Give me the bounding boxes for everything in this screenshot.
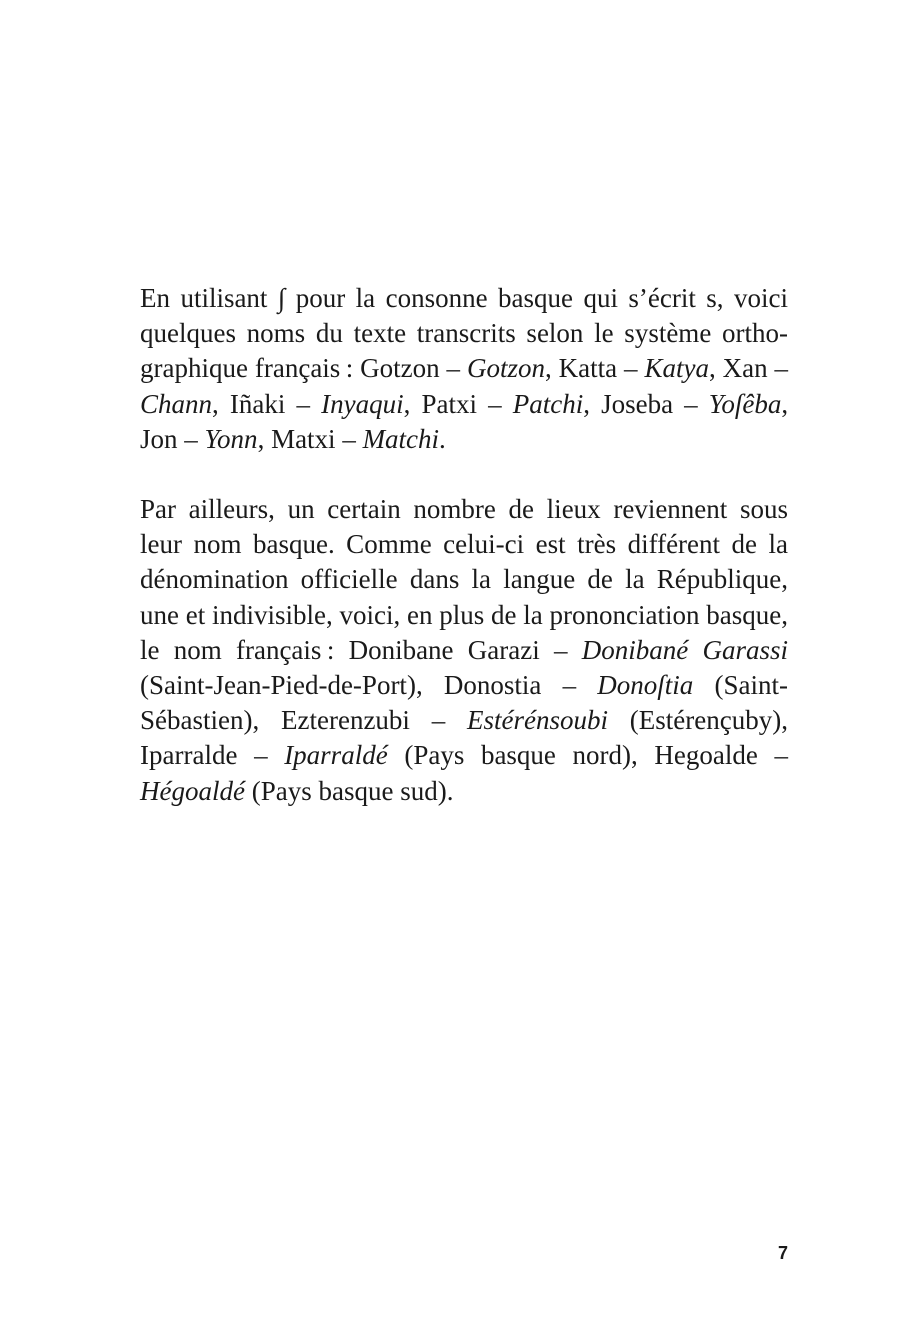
body-text bbox=[140, 281, 788, 809]
separator: , bbox=[708, 353, 723, 384]
place-french: Saint-Sébastien bbox=[140, 670, 789, 736]
separator: , bbox=[631, 740, 655, 771]
page-number: 7 bbox=[777, 1243, 788, 1263]
paragraph-intro: En utilisant ∫ pour la consonne basque qui s’écrit s, voici quelques noms du texte transcrits selon le système orthographique français : bbox=[140, 283, 788, 384]
place-pronunciation: Hégoaldé bbox=[140, 775, 245, 806]
separator: , bbox=[212, 388, 230, 419]
place-basque: Iparralde bbox=[140, 740, 238, 771]
place-french: Saint-Jean-Pied-de-Port bbox=[149, 670, 407, 701]
name-basque: Joseba bbox=[601, 388, 674, 419]
paragraph-places: Par ailleurs, un certain nombre de lieux reviennent sous leur nom basque. Comme celui-ci est très différent de la dénomination officielle dans la langue de la République, une et indivisible, voici, en plus de la prononciation basque, le nom français : Donibane Garazi – Donibané Garassi (Saint-Jean-Pied-de-Port), Donostia – Donoſtia (Saint-Sébastien), Ezterenzubi – Estérénsoubi (Estérençuby), Iparralde – Iparraldé (Pays basque nord), Hegoalde – Hégoaldé (Pays basque sud). bbox=[140, 494, 789, 806]
separator: , bbox=[781, 705, 788, 736]
name-french: Katya bbox=[644, 353, 709, 384]
separator: , bbox=[781, 388, 789, 419]
place-basque: Ezterenzubi bbox=[281, 705, 410, 736]
paragraph-intro: Par ailleurs, un certain nombre de lieux reviennent sous leur nom basque. Comme celui-ci est très différent de la dénomination officielle dans la langue de la République, une et indivisible, voici, en plus de la prononciation basque, le nom français : bbox=[140, 494, 788, 665]
name-french: Chann bbox=[140, 388, 213, 419]
name-french: Yoſêba bbox=[708, 388, 782, 419]
separator: . bbox=[446, 775, 454, 806]
place-pronunciation: Iparraldé bbox=[284, 740, 388, 771]
place-french: Estérençuby bbox=[638, 705, 773, 736]
place-french: Pays basque sud bbox=[260, 775, 438, 806]
name-basque: Jon bbox=[140, 423, 178, 454]
name-french: Yonn bbox=[204, 423, 258, 454]
place-french: Pays basque nord bbox=[413, 740, 623, 771]
place-pronunciation: Donibané Garassi bbox=[581, 634, 788, 665]
separator: , bbox=[252, 705, 282, 736]
name-french: Gotzon bbox=[466, 353, 545, 384]
name-basque: Patxi bbox=[421, 388, 477, 419]
separator: , bbox=[403, 388, 422, 419]
separator: , bbox=[415, 670, 444, 701]
name-basque: Iñaki bbox=[229, 388, 286, 419]
place-basque: Donostia bbox=[443, 670, 542, 701]
place-basque: Hegoalde bbox=[654, 740, 758, 771]
place-pronunciation: Donoſtia bbox=[597, 670, 694, 701]
name-basque: Katta bbox=[558, 353, 618, 384]
place-basque: Donibane Garazi bbox=[348, 634, 540, 665]
separator: , bbox=[583, 388, 602, 419]
place-pronunciation: Estérénsoubi bbox=[467, 705, 609, 736]
name-basque: Matxi bbox=[271, 423, 336, 454]
name-french: Patchi bbox=[512, 388, 584, 419]
paragraph-names: En utilisant ∫ pour la consonne basque qui s’écrit s, voici quelques noms du texte transcrits selon le système orthographique français : Gotzon – Gotzon, Katta – Katya, Xan – Chann, Iñaki – Inyaqui, Patxi – Patchi, Joseba – Yoſêba, Jon – Yonn, Matxi – Matchi. bbox=[140, 283, 789, 454]
separator: , bbox=[257, 423, 272, 454]
name-basque: Gotzon bbox=[360, 353, 440, 384]
separator: . bbox=[439, 423, 446, 454]
separator: , bbox=[544, 353, 559, 384]
name-french: Matchi bbox=[362, 423, 440, 454]
name-french: Inyaqui bbox=[321, 388, 404, 419]
name-basque: Xan bbox=[722, 353, 768, 384]
